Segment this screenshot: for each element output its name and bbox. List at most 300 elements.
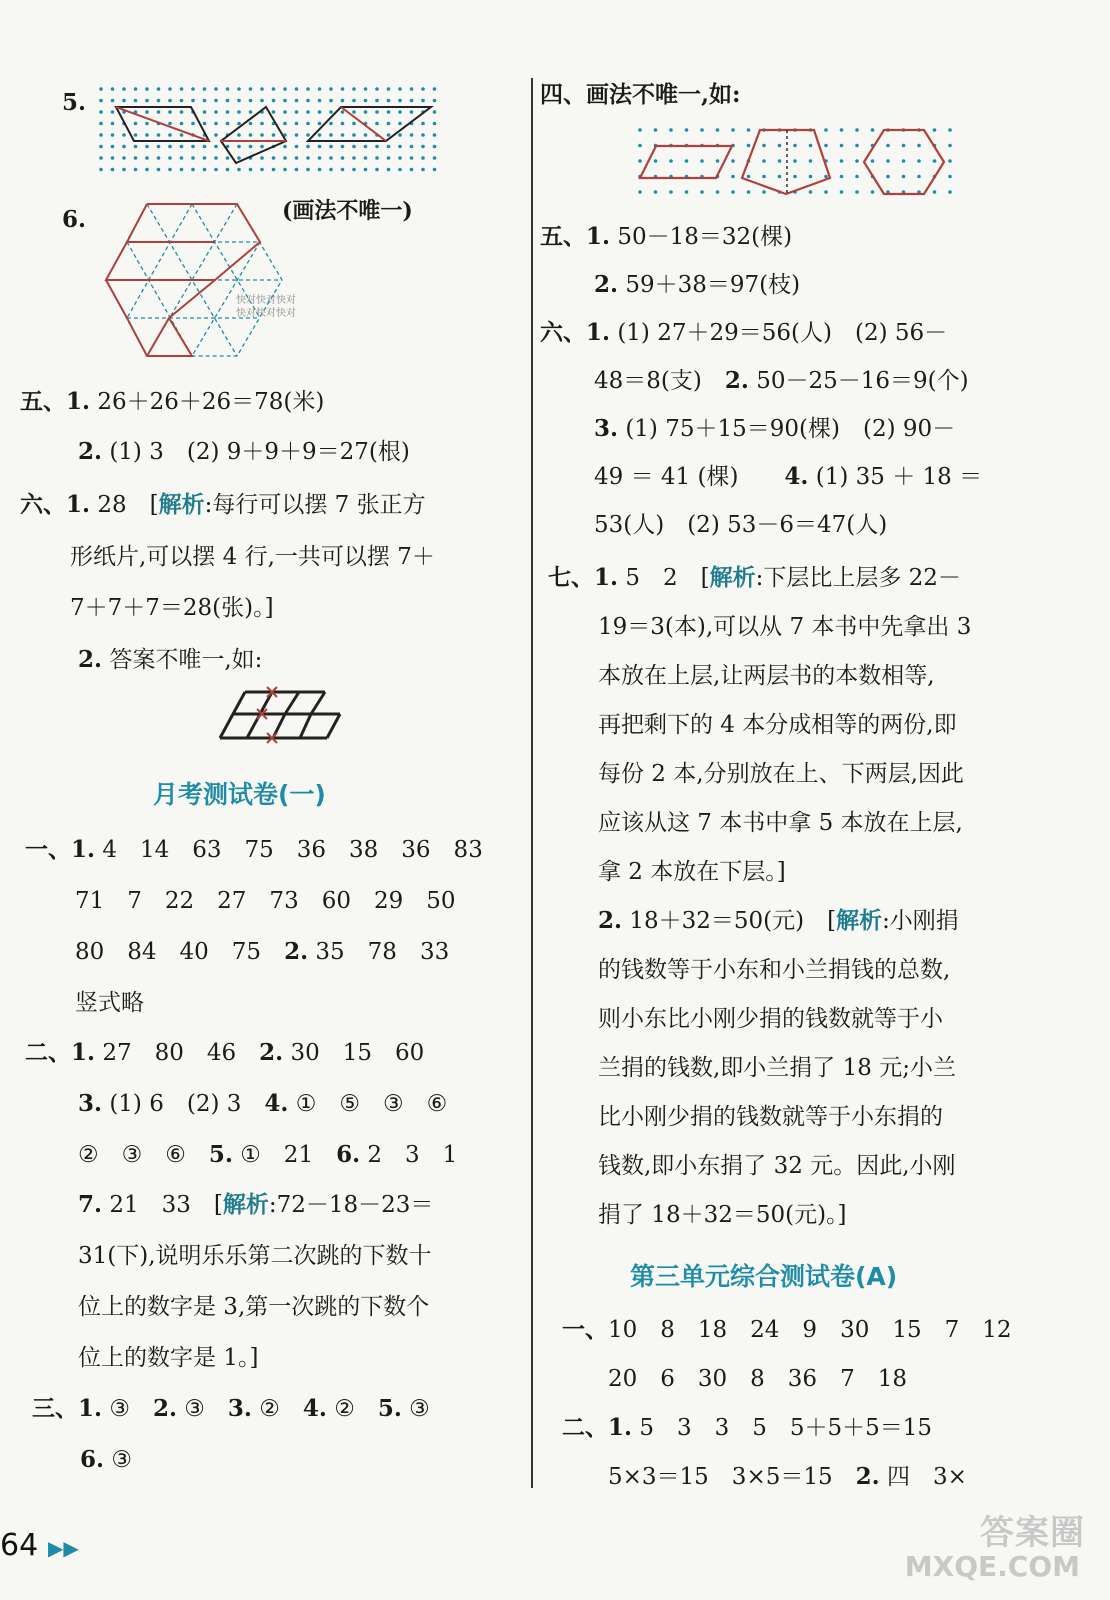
grid-dot <box>855 128 859 132</box>
grid-dot <box>352 145 356 149</box>
grid-dot <box>249 99 253 103</box>
grid-dot <box>375 156 379 160</box>
grid-dot <box>352 156 356 160</box>
grid-dot <box>809 190 813 194</box>
grid-dot <box>226 156 230 160</box>
grid-dot <box>168 133 172 137</box>
grid-dot <box>638 190 642 194</box>
grid-dot <box>237 122 241 126</box>
grid-dot <box>145 122 149 126</box>
grid-dot <box>669 190 673 194</box>
grid-dot <box>871 128 875 132</box>
grid-dot <box>364 133 368 137</box>
grid-dot <box>168 168 172 172</box>
grid-dot <box>145 168 149 172</box>
grid-dot <box>168 110 172 114</box>
grid-dot <box>134 168 138 172</box>
grid-dot <box>318 99 322 103</box>
grid-dot <box>421 168 425 172</box>
grid-dot <box>168 145 172 149</box>
grid-dot <box>716 128 720 132</box>
grid-dot <box>329 168 333 172</box>
grid-dot <box>669 128 673 132</box>
grid-dot <box>685 190 689 194</box>
grid-dot <box>122 156 126 160</box>
grid-dot <box>840 190 844 194</box>
watermark-url: MXQE.COM <box>904 1550 1080 1583</box>
grid-dot <box>387 122 391 126</box>
grid-dot <box>272 156 276 160</box>
grid-dot <box>260 156 264 160</box>
grid-dot <box>375 145 379 149</box>
grid-dot <box>352 133 356 137</box>
grid-dot <box>226 168 230 172</box>
grid-dot <box>214 122 218 126</box>
grid-dot <box>433 87 437 91</box>
grid-dot <box>410 133 414 137</box>
grid-dot <box>654 159 658 163</box>
e1-line: 二、1. 27 80 46 2. 30 15 60 <box>25 1039 425 1066</box>
grid-dot <box>237 145 241 149</box>
r-qi1-line7: 拿 2 本放在下层。] <box>598 859 786 885</box>
grid-dot <box>871 190 875 194</box>
grid-dot <box>318 145 322 149</box>
e7-line2: 31(下),说明乐乐第二次跳的下数十 <box>78 1243 432 1269</box>
grid-dot <box>341 87 345 91</box>
grid-dot <box>902 175 906 179</box>
grid-dot <box>700 190 704 194</box>
triangle-grid-shape <box>102 200 292 365</box>
grid-dot <box>933 128 937 132</box>
grid-dot <box>191 87 195 91</box>
grid-dot <box>886 144 890 148</box>
grid-dot <box>341 99 345 103</box>
grid-dot <box>778 144 782 148</box>
grid-dot <box>157 110 161 114</box>
grid-dot <box>840 175 844 179</box>
grid-dot <box>191 156 195 160</box>
e3-line1: 3. (1) 6 (2) 3 4. ① ⑤ ③ ⑥ <box>78 1090 448 1117</box>
grid-dot <box>111 110 115 114</box>
grid-dot <box>685 128 689 132</box>
grid-dot <box>272 87 276 91</box>
grid-dot <box>329 87 333 91</box>
q6-note: (画法不唯一) <box>282 198 413 224</box>
grid-dot <box>387 87 391 91</box>
s-line: 三、1. ③ 2. ③ 3. ② 4. ② 5. ③ <box>32 1395 430 1422</box>
grid-dot <box>99 99 103 103</box>
grid-dot <box>180 87 184 91</box>
grid-dot <box>375 110 379 114</box>
grid-dot <box>191 122 195 126</box>
grid-dot <box>329 156 333 160</box>
grid-dot <box>191 99 195 103</box>
grid-dot <box>122 87 126 91</box>
grid-dot <box>295 156 299 160</box>
grid-dot <box>948 159 952 163</box>
r-qi2-line7: 捐了 18＋32＝50(元)。] <box>598 1202 847 1228</box>
grid-dot <box>716 190 720 194</box>
grid-dot <box>168 122 172 126</box>
r-e-line1: 二、1. 5 3 3 5 5＋5＋5＝15 <box>562 1414 933 1441</box>
grid-dot <box>948 190 952 194</box>
wu1-line: 五、1. 26＋26＋26＝78(米) <box>20 388 325 415</box>
grid-dot <box>762 190 766 194</box>
grid-dot <box>762 144 766 148</box>
grid-dot <box>731 175 735 179</box>
grid-dot <box>203 99 207 103</box>
grid-dot <box>747 175 751 179</box>
grid-dot <box>364 145 368 149</box>
grid-dot <box>398 168 402 172</box>
r-liu3-line2: 49 ＝ 41 (棵) 4. (1) 35 ＋ 18 ＝ <box>594 463 983 490</box>
grid-dot <box>762 159 766 163</box>
grid-dot <box>398 156 402 160</box>
grid-dot <box>237 99 241 103</box>
r-qi2-line1: 2. 18＋32＝50(元) [解析:小刚捐 <box>598 907 959 934</box>
grid-dot <box>421 133 425 137</box>
grid-dot <box>341 122 345 126</box>
grid-dot <box>824 190 828 194</box>
grid-dot <box>272 168 276 172</box>
grid-dot <box>99 133 103 137</box>
grid-dot <box>809 144 813 148</box>
grid-dot <box>793 159 797 163</box>
grid-dot <box>260 168 264 172</box>
grid-dot <box>180 122 184 126</box>
r-qi2-line3: 则小东比小刚少捐的钱数就等于小 <box>598 1006 943 1032</box>
grid-dot <box>214 168 218 172</box>
grid-dot <box>295 133 299 137</box>
r-qi2-line4: 兰捐的钱数,即小兰捐了 18 元;小兰 <box>598 1055 956 1081</box>
grid-dot <box>295 99 299 103</box>
grid-dot <box>306 168 310 172</box>
grid-dot <box>387 133 391 137</box>
grid-dot <box>122 99 126 103</box>
grid-dot <box>902 144 906 148</box>
grid-dot <box>134 99 138 103</box>
grid-dot <box>122 133 126 137</box>
grid-dot <box>318 156 322 160</box>
grid-dot <box>295 110 299 114</box>
grid-dot <box>855 175 859 179</box>
grid-dot <box>111 156 115 160</box>
grid-dot <box>747 190 751 194</box>
grid-dot <box>948 128 952 132</box>
grid-dot <box>824 128 828 132</box>
r-liu1-line2: 48＝8(支) 2. 50－25－16＝9(个) <box>594 367 969 394</box>
grid-dot <box>387 110 391 114</box>
grid-dot <box>168 87 172 91</box>
stamp-text: 快对快对快对 快对快对快对 <box>236 295 296 319</box>
grid-dot <box>318 168 322 172</box>
grid-dot <box>352 122 356 126</box>
grid-dot <box>237 110 241 114</box>
grid-dot <box>260 145 264 149</box>
grid-dot <box>168 99 172 103</box>
q5-label: 5. <box>62 89 87 116</box>
grid-dot <box>283 110 287 114</box>
grid-dot <box>180 168 184 172</box>
liu2-line: 2. 答案不唯一,如: <box>78 646 263 673</box>
grid-dot <box>99 145 103 149</box>
grid-dot <box>398 122 402 126</box>
grid-dot <box>203 156 207 160</box>
grid-dot <box>747 128 751 132</box>
grid-dot <box>191 168 195 172</box>
grid-dot <box>421 122 425 126</box>
r-qi2-line6: 钱数,即小东捐了 32 元。因此,小刚 <box>598 1153 956 1179</box>
grid-dot <box>318 87 322 91</box>
grid-dot <box>157 156 161 160</box>
grid-dot <box>283 145 287 149</box>
grid-dot <box>111 168 115 172</box>
r-qi1-line1: 七、1. 5 2 [解析:下层比上层多 22－ <box>548 564 961 591</box>
grid-dot <box>762 175 766 179</box>
grid-dot <box>214 145 218 149</box>
grid-dot <box>111 122 115 126</box>
y1-line1: 一、1. 4 14 63 75 36 38 36 83 <box>25 836 483 863</box>
grid-dot <box>433 110 437 114</box>
grid-dot <box>364 168 368 172</box>
y1-line2: 71 7 22 27 73 60 29 50 <box>75 888 456 914</box>
y1-line4: 竖式略 <box>75 990 144 1016</box>
liu1-line1: 六、1. 28 [解析:每行可以摆 7 张正方 <box>20 491 426 518</box>
grid-dot <box>638 144 642 148</box>
s6-line: 6. ③ <box>80 1446 132 1473</box>
grid-dot <box>157 133 161 137</box>
grid-dot <box>700 159 704 163</box>
grid-dot <box>283 168 287 172</box>
grid-dot <box>111 145 115 149</box>
grid-dot <box>99 156 103 160</box>
grid-dot <box>329 110 333 114</box>
r-qi1-line5: 每份 2 本,分别放在上、下两层,因此 <box>598 761 964 787</box>
grid-dot <box>871 159 875 163</box>
e7-line3: 位上的数字是 3,第一次跳的下数个 <box>78 1294 430 1320</box>
liu1-line3: 7＋7＋7＝28(张)。] <box>70 595 274 621</box>
grid-dot <box>157 99 161 103</box>
r-liu3-line1: 3. (1) 75＋15＝90(棵) (2) 90－ <box>594 415 956 442</box>
grid-dot <box>410 145 414 149</box>
grid-dot <box>111 133 115 137</box>
grid-dot <box>855 159 859 163</box>
grid-dot <box>352 168 356 172</box>
grid-dot <box>731 190 735 194</box>
grid-dot <box>272 110 276 114</box>
grid-dot <box>410 99 414 103</box>
y1-line3: 80 84 40 75 2. 35 78 33 <box>75 938 450 965</box>
grid-dot <box>778 175 782 179</box>
grid-dot <box>295 122 299 126</box>
grid-dot <box>295 168 299 172</box>
grid-dot <box>824 144 828 148</box>
grid-dot <box>855 144 859 148</box>
grid-dot <box>700 128 704 132</box>
grid-dot <box>716 159 720 163</box>
grid-dot <box>669 159 673 163</box>
grid-dot <box>237 133 241 137</box>
grid-dot <box>99 87 103 91</box>
grid-dot <box>306 122 310 126</box>
grid-dot <box>306 145 310 149</box>
page-number: 64 <box>0 1528 39 1563</box>
grid-dot <box>329 99 333 103</box>
grid-dot <box>341 168 345 172</box>
r-wu2-line: 2. 59＋38＝97(枝) <box>594 271 801 298</box>
grid-dot <box>638 159 642 163</box>
column-divider <box>531 78 533 1488</box>
grid-dot <box>433 145 437 149</box>
grid-dot <box>145 133 149 137</box>
grid-dot <box>318 110 322 114</box>
grid-dot <box>99 168 103 172</box>
grid-dot <box>433 133 437 137</box>
grid-dot <box>145 99 149 103</box>
grid-dot <box>157 168 161 172</box>
grid-dot <box>122 168 126 172</box>
grid-dot <box>329 122 333 126</box>
r-qi2-line5: 比小刚少捐的钱数就等于小东捐的 <box>598 1104 943 1130</box>
grid-dot <box>886 175 890 179</box>
grid-dot <box>933 159 937 163</box>
grid-dot <box>306 87 310 91</box>
grid-dot <box>364 110 368 114</box>
grid-dot <box>387 156 391 160</box>
grid-dot <box>214 133 218 137</box>
grid-dot <box>237 87 241 91</box>
grid-dot <box>917 159 921 163</box>
grid-dot <box>99 122 103 126</box>
grid-dot <box>329 133 333 137</box>
grid-dot <box>398 87 402 91</box>
grid-dot <box>809 159 813 163</box>
grid-dot <box>306 133 310 137</box>
grid-dot <box>433 99 437 103</box>
grid-dot <box>111 87 115 91</box>
grid-dot <box>341 110 345 114</box>
parallelogram-figure <box>215 686 350 756</box>
r-qi1-line3: 本放在上层,让两层书的本数相等, <box>598 663 935 689</box>
grid-dot <box>134 156 138 160</box>
grid-dot <box>364 99 368 103</box>
grid-dot <box>111 99 115 103</box>
grid-dot <box>824 175 828 179</box>
grid-dot <box>260 133 264 137</box>
grid-dot <box>375 87 379 91</box>
grid-dot <box>840 159 844 163</box>
grid-dot <box>917 144 921 148</box>
grid-dot <box>180 99 184 103</box>
grid-dot <box>352 99 356 103</box>
grid-dot <box>180 133 184 137</box>
grid-dot <box>886 159 890 163</box>
grid-dot <box>398 99 402 103</box>
grid-dot <box>778 159 782 163</box>
grid-dot <box>203 87 207 91</box>
r-wu1-line: 五、1. 50－18＝32(棵) <box>540 223 793 250</box>
grid-dot <box>134 133 138 137</box>
grid-dot <box>214 110 218 114</box>
grid-dot <box>237 156 241 160</box>
grid-dot <box>421 99 425 103</box>
grid-dot <box>283 156 287 160</box>
grid-dot <box>249 122 253 126</box>
grid-dot <box>318 133 322 137</box>
liu1-line2: 形纸片,可以摆 4 行,一共可以摆 7＋ <box>70 544 435 570</box>
r-qi1-line4: 再把剩下的 4 本分成相等的两份,即 <box>598 712 957 738</box>
grid-dot <box>283 122 287 126</box>
grid-dot <box>341 156 345 160</box>
grid-dot <box>364 156 368 160</box>
right-section-heading: 第三单元综合测试卷(A) <box>630 1262 898 1291</box>
r-qi1-line2: 19＝3(本),可以从 7 本书中先拿出 3 <box>598 614 972 640</box>
e7-line1: 7. 21 33 [解析:72－18－23＝ <box>78 1191 434 1218</box>
grid-dot <box>398 110 402 114</box>
grid-dot <box>421 156 425 160</box>
r-y-line1: 一、10 8 18 24 9 30 15 7 12 <box>562 1316 1012 1343</box>
e7-line4: 位上的数字是 1。] <box>78 1345 259 1371</box>
grid-dot <box>793 175 797 179</box>
grid-dot <box>855 190 859 194</box>
grid-dot <box>99 110 103 114</box>
grid-dot <box>387 99 391 103</box>
grid-dot <box>433 122 437 126</box>
grid-dot <box>840 144 844 148</box>
grid-dot <box>731 128 735 132</box>
grid-dot <box>352 87 356 91</box>
grid-dot <box>145 156 149 160</box>
grid-dot <box>180 156 184 160</box>
grid-dot <box>747 144 751 148</box>
left-section-heading: 月考测试卷(一) <box>153 780 326 809</box>
grid-dot <box>157 145 161 149</box>
grid-dot <box>226 122 230 126</box>
grid-dot <box>260 122 264 126</box>
grid-dot <box>134 87 138 91</box>
grid-dot <box>948 144 952 148</box>
grid-dot <box>433 168 437 172</box>
grid-dot <box>341 145 345 149</box>
grid-dot <box>306 99 310 103</box>
grid-dot <box>260 87 264 91</box>
si-line: 四、画法不唯一,如: <box>540 81 741 108</box>
grid-dot <box>272 133 276 137</box>
grid-dot <box>260 99 264 103</box>
grid-dot <box>375 168 379 172</box>
grid-dot <box>226 110 230 114</box>
r-e-line2: 5×3＝15 3×5＝15 2. 四 3× <box>608 1463 967 1490</box>
grid-dot <box>329 145 333 149</box>
grid-dot <box>249 110 253 114</box>
grid-dot <box>168 156 172 160</box>
grid-dot <box>134 145 138 149</box>
grid-dot <box>364 87 368 91</box>
grid-dot <box>203 145 207 149</box>
grid-dot <box>410 156 414 160</box>
grid-dot <box>249 145 253 149</box>
grid-dot <box>226 99 230 103</box>
wu2-line: 2. (1) 3 (2) 9＋9＋9＝27(根) <box>78 438 410 465</box>
grid-dot <box>226 87 230 91</box>
dot-grid-shapes <box>634 124 964 202</box>
grid-dot <box>272 99 276 103</box>
grid-dot <box>180 145 184 149</box>
grid-dot <box>387 145 391 149</box>
grid-dot <box>341 133 345 137</box>
grid-dot <box>375 122 379 126</box>
grid-dot <box>731 159 735 163</box>
